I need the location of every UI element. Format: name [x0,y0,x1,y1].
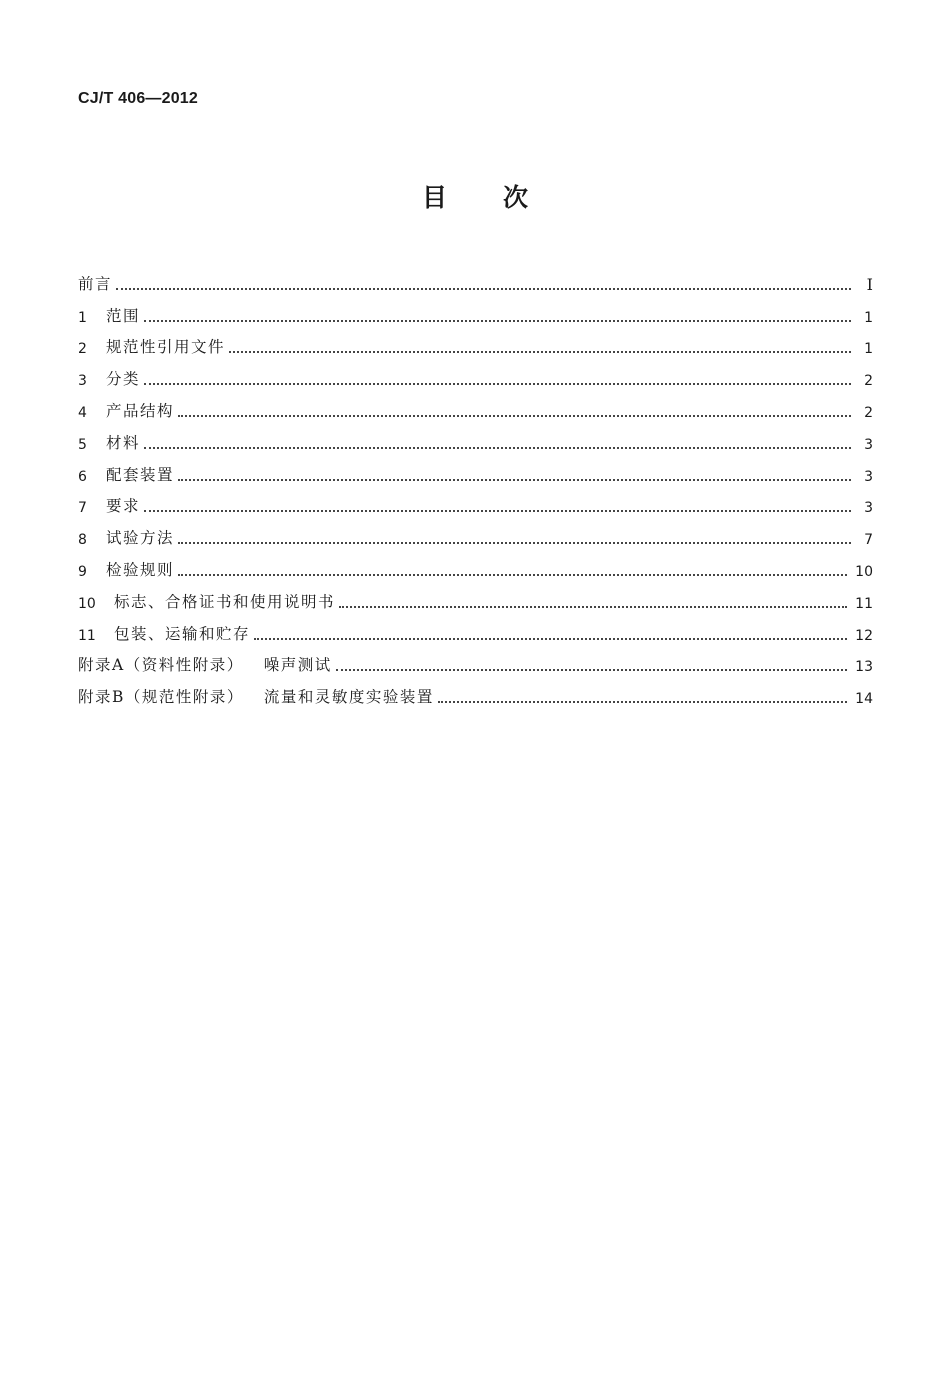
toc-entry-number: 7 [78,500,87,517]
toc-entry-number: 11 [78,627,96,644]
toc-entry-number: 10 [78,595,96,612]
leader-dots [144,510,851,512]
toc-entry-page: 2 [864,373,873,390]
leader-dots [116,288,851,290]
toc-entry-label: 前言 [78,274,113,293]
toc-entry-label: 检验规则 [106,560,175,579]
toc-entry-page: 3 [864,500,873,517]
toc-title: 目次 [421,183,584,212]
toc-entry-label: 材料 [106,433,141,452]
toc-entry-number: 4 [78,404,87,421]
toc-entry-label: 标志、合格证书和使用说明书 [114,592,336,611]
toc-entry-number: 9 [78,563,87,580]
leader-dots [336,669,847,671]
leader-dots [144,320,851,322]
toc-entry-appendix-b[interactable] [78,675,873,707]
toc-entry-number: 1 [78,309,87,326]
toc-entry-foreword[interactable] [78,262,873,294]
toc-entry-sublabel: 流量和灵敏度实验装置 [263,688,434,707]
toc-entry-1[interactable] [78,294,873,326]
toc-entry-page: 1 [864,309,873,326]
toc-entry-label: 分类 [106,370,141,389]
toc-entry-label: 范围 [106,306,141,325]
toc-entry-label: 附录B（规范性附录） [78,688,244,707]
toc-entry-11[interactable] [78,612,873,644]
toc-entry-number: 3 [78,373,87,390]
leader-dots [339,606,847,608]
toc-entry-5[interactable] [78,421,873,453]
toc-entry-page: 11 [855,595,873,612]
toc-entry-page: 12 [855,627,873,644]
toc-entry-number: 5 [78,436,87,453]
toc-entry-number: 6 [78,468,87,485]
toc-entry-page: 2 [864,404,873,421]
leader-dots [229,351,851,353]
toc-entry-2[interactable] [78,326,873,358]
leader-dots [178,479,851,481]
toc-entry-4[interactable] [78,389,873,421]
table-of-contents [78,262,873,707]
leader-dots [254,638,847,640]
toc-entry-page: 3 [864,436,873,453]
toc-entry-7[interactable] [78,485,873,517]
toc-entry-page: 13 [855,659,873,676]
leader-dots [438,701,847,703]
toc-entry-page: 1 [864,341,873,358]
toc-entry-label: 配套装置 [106,465,175,484]
toc-entry-number: 2 [78,341,87,358]
toc-entry-3[interactable] [78,357,873,389]
toc-entry-label: 附录A（资料性附录） [78,656,244,675]
toc-entry-8[interactable] [78,516,873,548]
toc-entry-9[interactable] [78,548,873,580]
leader-dots [144,383,851,385]
toc-entry-label: 包装、运输和贮存 [114,624,251,643]
toc-entry-page: 10 [855,563,873,580]
toc-entry-6[interactable] [78,453,873,485]
toc-entry-label: 产品结构 [106,401,175,420]
toc-entry-page: 7 [864,532,873,549]
toc-entry-label: 试验方法 [106,529,175,548]
leader-dots [144,447,851,449]
toc-entry-appendix-a[interactable] [78,644,873,676]
toc-entry-page: 14 [855,691,873,708]
leader-dots [178,574,847,576]
standard-code: CJ/T 406—2012 [78,90,199,107]
toc-entry-label: 要求 [106,497,141,516]
toc-entry-sublabel: 噪声测试 [263,656,332,675]
toc-entry-number: 8 [78,532,87,549]
toc-entry-page: I [866,274,873,294]
leader-dots [178,542,851,544]
toc-entry-10[interactable] [78,580,873,612]
leader-dots [178,415,851,417]
toc-entry-label: 规范性引用文件 [106,338,226,357]
toc-entry-page: 3 [864,468,873,485]
